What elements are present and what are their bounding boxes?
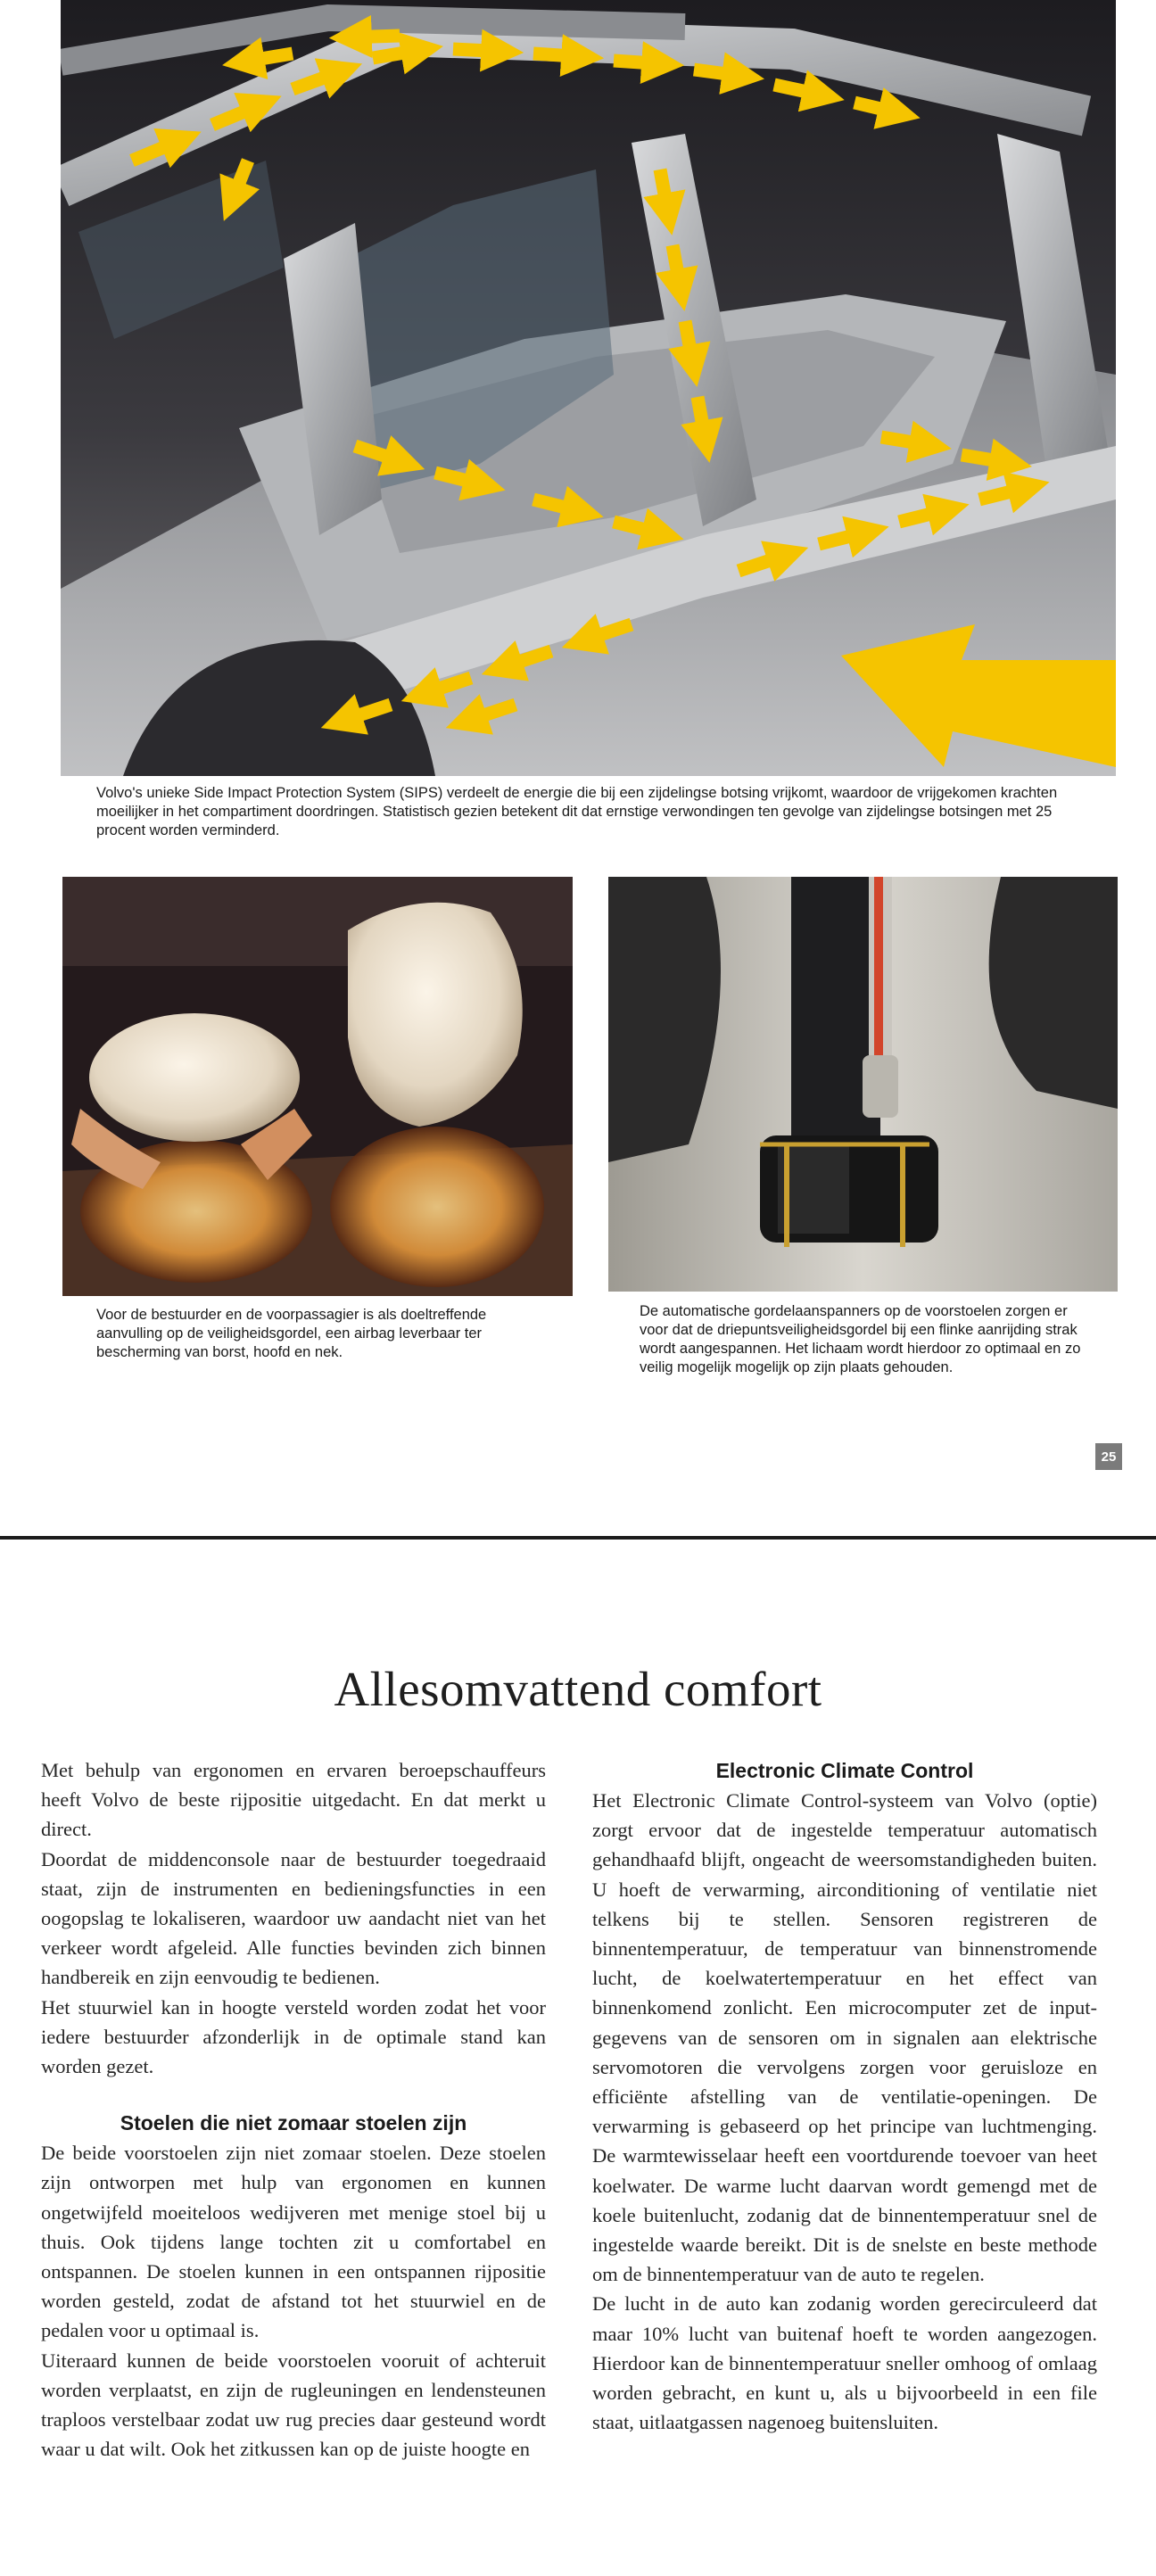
right-text-column <box>592 1755 1097 2437</box>
airbags-photo <box>62 877 573 1296</box>
climate-paragraph: Het Electronic Climate Control-systeem van Volvo (optie) zorgt ervoor dat de ingestelde temperatuur automatisch gehandhaafd blijft, ongeacht de weersomstandigheden buiten. U hoeft de verwarming, airconditioning of ventilatie niet telkens bij te stellen. Sensoren registreren de binnentemperatuur, de temperatuur van binnenstromende lucht, de koelwatertemperatuur en het effect van binnenkomend zonlicht. Een microcomputer zet de input-gegevens van de sensoren om in signalen aan elektrische servomotoren die vervolgens zorgen voor geruisloze en efficiënte afstelling van de ventilatie-openingen. De verwarming is gebaseerd op het principe van luchtmenging. De warmtewisselaar heeft een voortdurende toevoer van heet koelwater. De warme lucht daarvan wordt gemengd met de koele buitenlucht, zodanig dat de binnentemperatuur snel de ingestelde waarde bereikt. Dit is de snelste en beste methode om de binnentemperatuur van de auto te regelen. <box>592 1789 1097 2286</box>
sips-caption: Volvo's unieke Side Impact Protection System (SIPS) verdeelt de energie die bij een zijdelingse botsing vrijkomt, waardoor de vrijgekomen krachten moeilijker in het compartiment doordringen. Statistisch gezien betekent dit dat ernstige verwondingen ten gevolge van zijdelingse botsingen met 25 procent worden verminderd. <box>96 785 1058 838</box>
left-text-column <box>41 1755 546 2464</box>
climate-paragraph: De lucht in de auto kan zodanig worden gerecirculeerd dat maar 10% lucht van buitenaf hoeft te worden aangezogen. Hierdoor kan de binnentemperatuur sneller omhoog of omlaag worden gebracht, en kunt u, als u bijvoorbeeld in een file staat, uitlaatgassen nagenoeg buitensluiten. <box>592 2292 1097 2434</box>
sips-body-frame-photo <box>61 0 1116 776</box>
seats-paragraph: Uiteraard kunnen de beide voorstoelen vooruit of achteruit worden verplaatst, en zijn de rugleuningen en lendensteunen traploos verstelbaar zodat uw rug precies daar gesteund wordt waar u dat wilt. Ook het zitkussen kan op de juiste hoogte en <box>41 2349 546 2461</box>
intro-paragraph: Het stuurwiel kan in hoogte versteld worden zodat het voor iedere bestuurder afzonderlijk in de optimale stand kan worden gezet. <box>41 1995 546 2078</box>
seats-paragraph: De beide voorstoelen zijn niet zomaar stoelen. Deze stoelen zijn ontworpen met hulp van ergonomen en kunnen ongetwijfeld moeiteloos wedijveren met menige stoel bij u thuis. Ook tijdens lange tochten zit u comfortabel en ontspannen. De stoelen kunnen in een ontspannen rijpositie worden gesteld, zodat de afstand tot het stuurwiel en de pedalen voor u optimaal is. <box>41 2142 546 2342</box>
seats-heading: Stoelen die niet zomaar stoelen zijn <box>120 2111 467 2135</box>
intro-paragraph: Met behulp van ergonomen en ervaren beroepschauffeurs heeft Volvo de beste rijpositie uitgedacht. En dat merkt u direct. <box>41 1759 546 1841</box>
intro-paragraph: Doordat de middenconsole naar de bestuurder toegedraaid staat, zijn de instrumenten en bedieningsfuncties in een oogopslag te lokaliseren, waardoor uw aandacht niet van het verkeer wordt afgeleid. Alle functies bevinden zich binnen handbereik en zijn eenvoudig te bedienen. <box>41 1847 546 1989</box>
seatbelt-pretensioner-photo <box>608 877 1118 1292</box>
pretensioner-caption: De automatische gordelaanspanners op de voorstoelen zorgen er voor dat de driepuntsveiligheidsgordel bij een flinke aanrijding strak wordt aangespannen. Het lichaam wordt hierdoor zo optimaal en zo veilig mogelijk mogelijk op zijn plaats gehouden. <box>640 1303 1081 1375</box>
page-divider <box>0 1536 1156 1540</box>
climate-control-heading: Electronic Climate Control <box>715 1759 974 1782</box>
airbag-caption: Voor de bestuurder en de voorpassagier is als doeltreffende aanvulling op de veiligheidsgordel, een airbag leverbaar ter bescherming van borst, hoofd en nek. <box>96 1307 487 1360</box>
page-number-badge: 25 <box>1095 1443 1122 1470</box>
page-title: Allesomvattend comfort <box>334 1662 822 1716</box>
